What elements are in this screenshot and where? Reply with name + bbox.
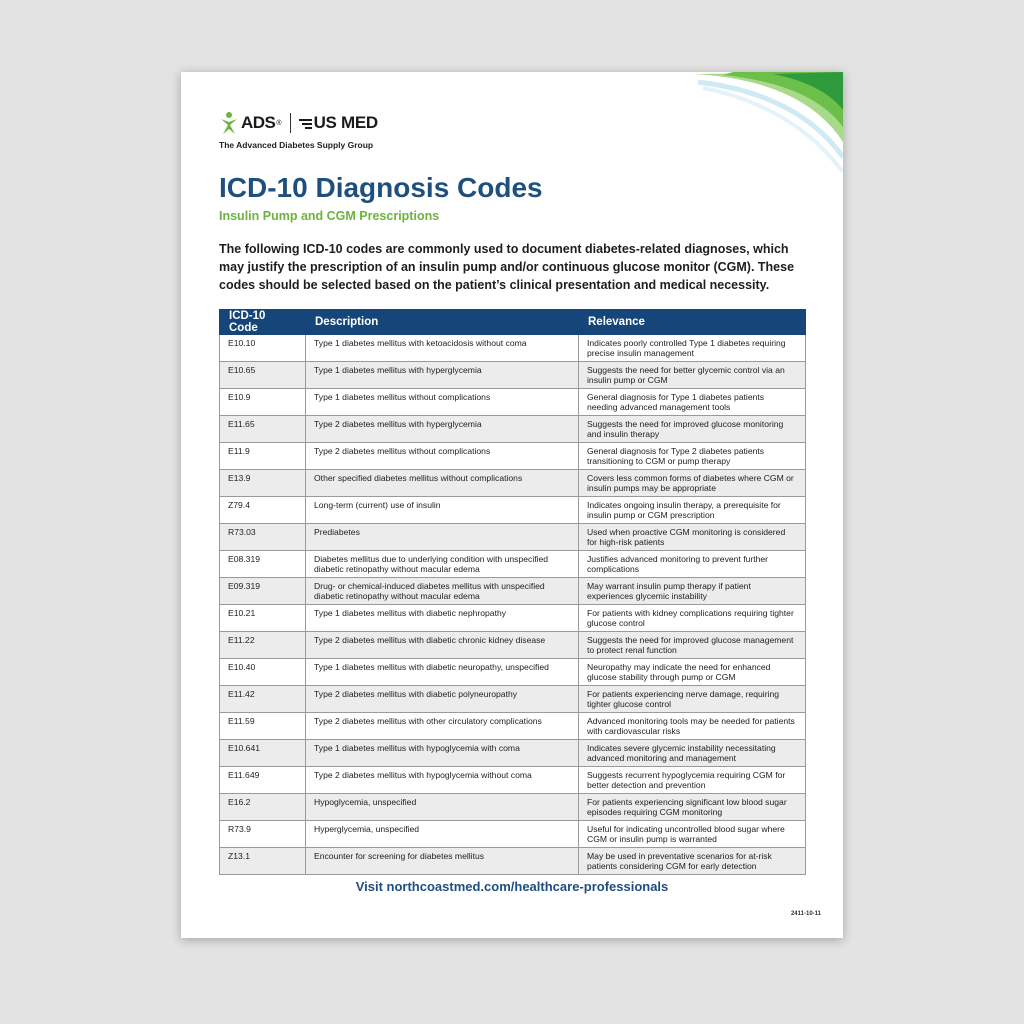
table-row bbox=[220, 821, 806, 848]
document-code: 2411-10-11 bbox=[790, 911, 821, 917]
page-title: ICD-10 Diagnosis Codes bbox=[219, 172, 543, 203]
green-swoosh-decoration bbox=[693, 72, 843, 192]
table-row bbox=[220, 713, 806, 740]
logo-tagline: The Advanced Diabetes Supply Group bbox=[219, 140, 374, 150]
cell-description: Type 2 diabetes mellitus with diabetic chronic kidney disease bbox=[306, 632, 579, 659]
logo-ads-text: ADS bbox=[241, 113, 276, 132]
cell-description: Type 2 diabetes mellitus with hypoglycemia without coma bbox=[306, 767, 579, 794]
cell-description: Type 1 diabetes mellitus with diabetic nephropathy bbox=[306, 605, 579, 632]
icd-codes-table bbox=[219, 309, 806, 875]
cell-relevance: Indicates poorly controlled Type 1 diabetes requiring precise insulin management bbox=[579, 335, 806, 362]
cell-code: E11.42 bbox=[220, 686, 306, 713]
table-row bbox=[220, 497, 806, 524]
website-link[interactable]: Visit northcoastmed.com/healthcare-professionals bbox=[355, 879, 669, 894]
table-header-row bbox=[220, 310, 806, 335]
cell-code: R73.03 bbox=[220, 524, 306, 551]
cell-relevance: Suggests the need for improved glucose management to protect renal function bbox=[579, 632, 806, 659]
cell-relevance: Covers less common forms of diabetes where CGM or insulin pumps may be appropriate bbox=[579, 470, 806, 497]
cell-code: E16.2 bbox=[220, 794, 306, 821]
cell-code: E10.641 bbox=[220, 740, 306, 767]
cell-relevance: Indicates ongoing insulin therapy, a prerequisite for insulin pump or CGM prescription bbox=[579, 497, 806, 524]
cell-relevance: Suggests the need for improved glucose monitoring and insulin therapy bbox=[579, 416, 806, 443]
logo-usmed-text: US MED bbox=[313, 113, 378, 132]
cell-code: E11.649 bbox=[220, 767, 306, 794]
cell-code: E11.65 bbox=[220, 416, 306, 443]
cell-code: E10.9 bbox=[220, 389, 306, 416]
table-row bbox=[220, 335, 806, 362]
table-row bbox=[220, 794, 806, 821]
cell-description: Prediabetes bbox=[306, 524, 579, 551]
cell-relevance: Advanced monitoring tools may be needed for patients with cardiovascular risks bbox=[579, 713, 806, 740]
cell-code: E11.22 bbox=[220, 632, 306, 659]
cell-description: Type 1 diabetes mellitus without complications bbox=[306, 389, 579, 416]
page-subtitle: Insulin Pump and CGM Prescriptions bbox=[219, 209, 440, 223]
cell-description: Type 1 diabetes mellitus with diabetic neuropathy, unspecified bbox=[306, 659, 579, 686]
cell-description: Type 2 diabetes mellitus with hyperglycemia bbox=[306, 416, 579, 443]
table-row bbox=[220, 848, 806, 875]
cell-relevance: Neuropathy may indicate the need for enhanced glucose stability through pump or CGM bbox=[579, 659, 806, 686]
cell-description: Long-term (current) use of insulin bbox=[306, 497, 579, 524]
cell-code: E10.21 bbox=[220, 605, 306, 632]
table-row bbox=[220, 470, 806, 497]
table-row bbox=[220, 767, 806, 794]
cell-relevance: Suggests the need for better glycemic control via an insulin pump or CGM bbox=[579, 362, 806, 389]
table-row bbox=[220, 362, 806, 389]
table-row bbox=[220, 389, 806, 416]
cell-relevance: Justifies advanced monitoring to prevent further complications bbox=[579, 551, 806, 578]
table-row bbox=[220, 524, 806, 551]
cell-relevance: Used when proactive CGM monitoring is considered for high-risk patients bbox=[579, 524, 806, 551]
person-icon bbox=[219, 111, 239, 135]
table-row bbox=[220, 578, 806, 605]
table-row bbox=[220, 686, 806, 713]
cell-code: Z79.4 bbox=[220, 497, 306, 524]
cell-description: Type 1 diabetes mellitus with hyperglycemia bbox=[306, 362, 579, 389]
column-header-code: ICD-10 Code bbox=[220, 310, 306, 335]
cell-code: E11.59 bbox=[220, 713, 306, 740]
cell-description: Drug- or chemical-induced diabetes mellitus with unspecified diabetic retinopathy without macular edema bbox=[306, 578, 579, 605]
cell-code: E10.10 bbox=[220, 335, 306, 362]
cell-description: Type 2 diabetes mellitus with diabetic polyneuropathy bbox=[306, 686, 579, 713]
cell-description: Hyperglycemia, unspecified bbox=[306, 821, 579, 848]
cell-description: Type 2 diabetes mellitus with other circulatory complications bbox=[306, 713, 579, 740]
cell-relevance: General diagnosis for Type 2 diabetes patients transitioning to CGM or pump therapy bbox=[579, 443, 806, 470]
table-row bbox=[220, 416, 806, 443]
table-row bbox=[220, 740, 806, 767]
cell-code: E10.65 bbox=[220, 362, 306, 389]
table-row bbox=[220, 659, 806, 686]
cell-description: Type 1 diabetes mellitus with hypoglycemia with coma bbox=[306, 740, 579, 767]
intro-paragraph: The following ICD-10 codes are commonly used to document diabetes-related diagnoses, which may justify the prescription of an insulin pump and/or continuous glucose monitor (CGM). These codes should be selected based on the patient’s clinical presentation and medical necessity. bbox=[219, 242, 795, 292]
table-body bbox=[220, 335, 806, 875]
cell-code: E10.40 bbox=[220, 659, 306, 686]
speed-lines-icon bbox=[299, 116, 313, 130]
cell-description: Type 1 diabetes mellitus with ketoacidosis without coma bbox=[306, 335, 579, 362]
cell-relevance: For patients with kidney complications requiring tighter glucose control bbox=[579, 605, 806, 632]
cell-code: E08.319 bbox=[220, 551, 306, 578]
cell-relevance: Indicates severe glycemic instability necessitating advanced monitoring and management bbox=[579, 740, 806, 767]
cell-description: Encounter for screening for diabetes mellitus bbox=[306, 848, 579, 875]
column-header-description: Description bbox=[306, 310, 579, 335]
logo-registered-mark: ® bbox=[276, 119, 282, 127]
cell-description: Type 2 diabetes mellitus without complications bbox=[306, 443, 579, 470]
column-header-relevance: Relevance bbox=[579, 310, 806, 335]
cell-relevance: May be used in preventative scenarios for at-risk patients considering CGM for early detection bbox=[579, 848, 806, 875]
cell-code: E11.9 bbox=[220, 443, 306, 470]
cell-relevance: Useful for indicating uncontrolled blood sugar where CGM or insulin pump is warranted bbox=[579, 821, 806, 848]
cell-relevance: For patients experiencing nerve damage, requiring tighter glucose control bbox=[579, 686, 806, 713]
document-page bbox=[181, 72, 843, 938]
table-row bbox=[220, 632, 806, 659]
cell-code: E13.9 bbox=[220, 470, 306, 497]
company-logo bbox=[219, 110, 378, 150]
table-row bbox=[220, 605, 806, 632]
cell-relevance: Suggests recurrent hypoglycemia requiring CGM for better detection and prevention bbox=[579, 767, 806, 794]
logo-divider bbox=[290, 113, 291, 133]
cell-description: Other specified diabetes mellitus without complications bbox=[306, 470, 579, 497]
cell-relevance: For patients experiencing significant low blood sugar episodes requiring CGM monitoring bbox=[579, 794, 806, 821]
cell-description: Diabetes mellitus due to underlying condition with unspecified diabetic retinopathy without macular edema bbox=[306, 551, 579, 578]
table-row bbox=[220, 443, 806, 470]
cell-code: E09.319 bbox=[220, 578, 306, 605]
cell-relevance: General diagnosis for Type 1 diabetes patients needing advanced management tools bbox=[579, 389, 806, 416]
cell-code: Z13.1 bbox=[220, 848, 306, 875]
table-row bbox=[220, 551, 806, 578]
cell-relevance: May warrant insulin pump therapy if patient experiences glycemic instability bbox=[579, 578, 806, 605]
cell-code: R73.9 bbox=[220, 821, 306, 848]
cell-description: Hypoglycemia, unspecified bbox=[306, 794, 579, 821]
